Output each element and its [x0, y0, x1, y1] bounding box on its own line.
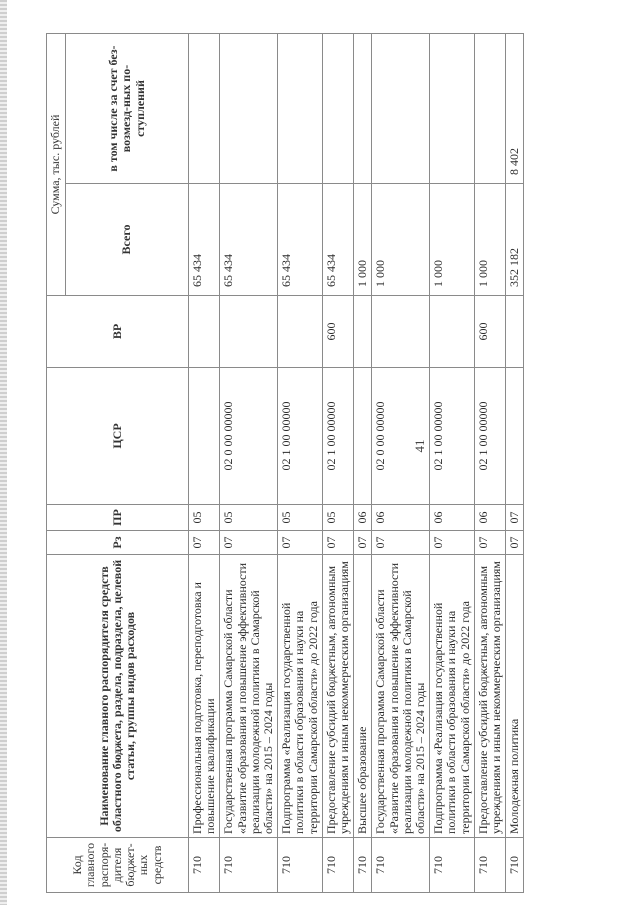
code-cell: 710 [474, 838, 505, 893]
incl-cell: 8 402 [506, 34, 524, 184]
incl-cell [354, 34, 372, 184]
pr-cell: 06 [372, 505, 430, 531]
header-name: Наименование главного распорядителя средств областного бюджета, раздела, подраздела, целевой статьи, группы видов расходов [47, 555, 189, 838]
name-cell: Молодежная политика [506, 555, 524, 838]
csr-cell: 02 1 00 00000 [278, 368, 323, 505]
incl-cell [372, 34, 430, 184]
csr-cell [354, 368, 372, 505]
header-rz: Рз [47, 531, 189, 555]
name-cell: Подпрограмма «Реализация государственной политики в области образования и науки на территории Самарской области» до 2022 года [430, 555, 475, 838]
total-cell: 1 000 [474, 184, 505, 296]
table-row [372, 34, 430, 893]
rz-cell: 07 [372, 531, 430, 555]
pr-cell: 06 [430, 505, 475, 531]
name-cell: Профессиональная подготовка, переподготовка и повышение квалификации [189, 555, 220, 838]
csr-cell [506, 368, 524, 505]
vr-cell [354, 296, 372, 368]
rz-cell: 07 [430, 531, 475, 555]
name-cell: Государственная программа Самарской области «Развитие образования и повышение эффективности реализации молодежной политики в Самарской области» на 2015 – 2024 годы [220, 555, 278, 838]
name-cell: Государственная программа Самарской области «Развитие образования и повышение эффективности реализации молодежной политики в Самарской области» на 2015 – 2024 годы [372, 555, 430, 838]
header-vr: ВР [47, 296, 189, 368]
code-cell: 710 [372, 838, 430, 893]
rz-cell: 07 [220, 531, 278, 555]
vr-cell [372, 296, 430, 368]
header-csr: ЦСР [47, 368, 189, 505]
name-cell: Предоставление субсидий бюджетным, автономным учреждениям и иным некоммерческим организациям [322, 555, 353, 838]
csr-cell: 02 1 00 00000 [430, 368, 475, 505]
total-cell: 1 000 [372, 184, 430, 296]
csr-cell: 02 0 00 00000 [220, 368, 278, 505]
rz-cell: 07 [354, 531, 372, 555]
rz-cell: 07 [506, 531, 524, 555]
rotated-page [46, 34, 574, 893]
code-cell: 710 [278, 838, 323, 893]
csr-cell [189, 368, 220, 505]
incl-cell [474, 34, 505, 184]
table-row [189, 34, 220, 893]
incl-cell [322, 34, 353, 184]
table-row [278, 34, 323, 893]
vr-cell [506, 296, 524, 368]
total-cell: 1 000 [430, 184, 475, 296]
scan-edge [0, 0, 7, 905]
pr-cell: 05 [278, 505, 323, 531]
vr-cell [430, 296, 475, 368]
table-row [220, 34, 278, 893]
vr-cell: 600 [322, 296, 353, 368]
rz-cell: 07 [189, 531, 220, 555]
csr-cell: 02 0 00 00000 [372, 368, 430, 505]
incl-cell [189, 34, 220, 184]
vr-cell: 600 [474, 296, 505, 368]
csr-cell: 02 1 00 00000 [474, 368, 505, 505]
code-cell: 710 [354, 838, 372, 893]
vr-cell [220, 296, 278, 368]
total-cell: 65 434 [189, 184, 220, 296]
pr-cell: 05 [322, 505, 353, 531]
pr-cell: 06 [354, 505, 372, 531]
code-cell: 710 [189, 838, 220, 893]
total-cell: 65 434 [278, 184, 323, 296]
code-cell: 710 [506, 838, 524, 893]
header-pr: ПР [47, 505, 189, 531]
table-row [322, 34, 353, 893]
rz-cell: 07 [322, 531, 353, 555]
table-row [506, 34, 524, 893]
vr-cell [189, 296, 220, 368]
code-cell: 710 [322, 838, 353, 893]
page-number: 41 [412, 439, 427, 453]
header-row [47, 34, 66, 893]
table-row [474, 34, 505, 893]
header-incl: в том числе за счет без-возмезд-ных по-ступлений [66, 34, 189, 184]
name-cell: Высшее образование [354, 555, 372, 838]
pr-cell: 06 [474, 505, 505, 531]
name-cell: Подпрограмма «Реализация государственной политики в области образования и науки на территории Самарской области» до 2022 года [278, 555, 323, 838]
incl-cell [430, 34, 475, 184]
header-sum: Сумма, тыс. рублей [47, 34, 66, 296]
rz-cell: 07 [278, 531, 323, 555]
pr-cell: 05 [220, 505, 278, 531]
total-cell: 65 434 [220, 184, 278, 296]
header-code: Код главного распоря-дителя бюджет-ных средств [47, 838, 189, 893]
incl-cell [278, 34, 323, 184]
header-total: Всего [66, 184, 189, 296]
csr-cell: 02 1 00 00000 [322, 368, 353, 505]
table-row [354, 34, 372, 893]
name-cell: Предоставление субсидий бюджетным, автономным учреждениям и иным некоммерческим организациям [474, 555, 505, 838]
total-cell: 352 182 [506, 184, 524, 296]
incl-cell [220, 34, 278, 184]
pr-cell: 05 [189, 505, 220, 531]
table-row [430, 34, 475, 893]
pr-cell: 07 [506, 505, 524, 531]
code-cell: 710 [220, 838, 278, 893]
budget-table [46, 33, 524, 893]
total-cell: 65 434 [322, 184, 353, 296]
total-cell: 1 000 [354, 184, 372, 296]
vr-cell [278, 296, 323, 368]
code-cell: 710 [430, 838, 475, 893]
rz-cell: 07 [474, 531, 505, 555]
